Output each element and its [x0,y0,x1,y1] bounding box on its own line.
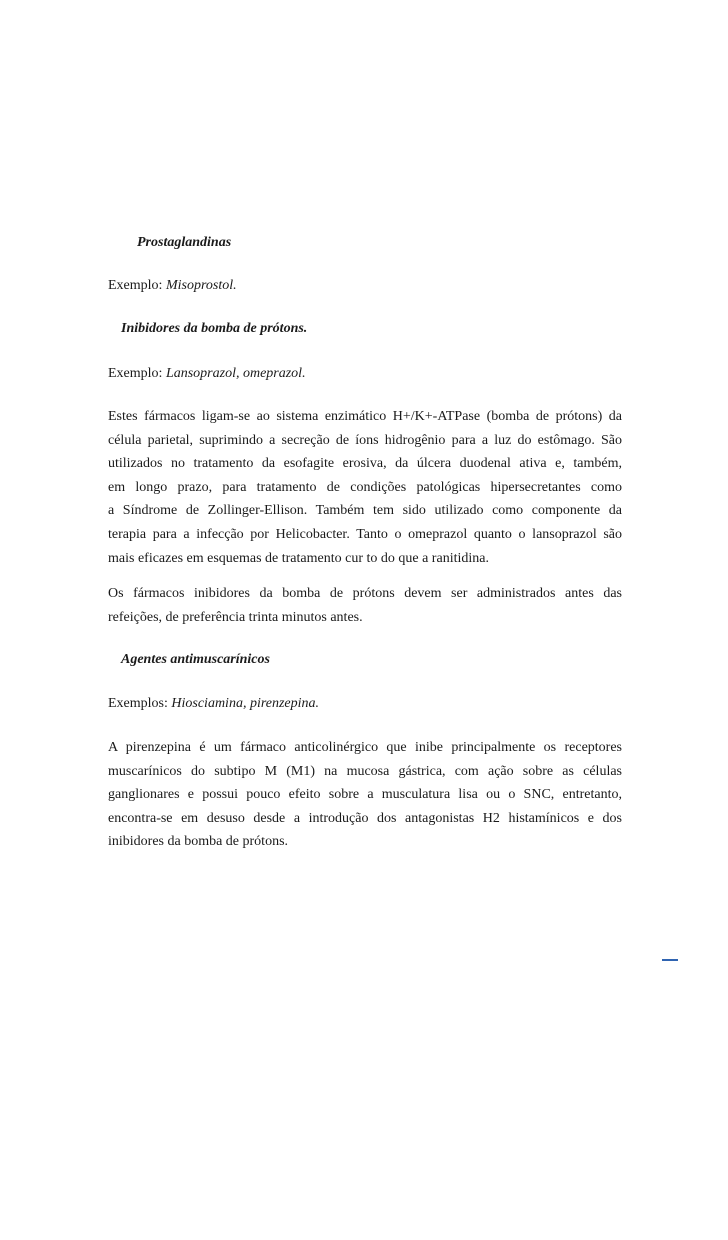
paragraph-line: Os fármacos inibidores da bomba de prótons devem ser administrados antes das [108,586,622,601]
example-label: Exemplo: [108,278,166,293]
paragraph-line: utilizados no tratamento da esofagite erosiva, da úlcera duodenal ativa e, também, [108,456,622,472]
page-corner-mark [662,959,678,961]
paragraph-line: refeições, de preferência trinta minutos antes. [108,609,363,625]
example-label: Exemplos: [108,696,172,711]
example-prostaglandinas [108,276,622,296]
paragraph-line: inibidores da bomba de prótons. [108,834,289,850]
paragraph-line: terapia para a infecção por Helicobacter. Tanto o omeprazol quanto o lansoprazol são [108,526,622,542]
paragraph-line: mais eficazes em esquemas de tratamento cur to do que a ranitidina. [108,550,489,566]
heading-agentes-antimuscarinicos: Agentes antimuscarínicos [121,652,270,667]
example-inibidores [108,364,622,384]
heading-inibidores-bomba-protons: Inibidores da bomba de prótons. [121,321,308,336]
example-drugs: Lansoprazol, omeprazol. [165,366,306,381]
paragraph-line: a Síndrome de Zollinger-Ellison. Também tem sido utilizado como componente da [108,503,622,519]
paragraph-line: Estes fármacos ligam-se ao sistema enzimático H+/K+-ATPase (bomba de prótons) da [108,409,622,424]
paragraph-line: ganglionares e possui pouco efeito sobre a musculatura lisa ou o SNC, entretanto, [108,787,622,803]
paragraph-pirenzepina [108,736,622,854]
paragraph-line: A pirenzepina é um fármaco anticolinérgico que inibe principalmente os receptores [108,740,622,755]
example-drugs: Misoprostol. [165,278,237,293]
paragraph-administracao-ipp [108,582,622,629]
heading-prostaglandinas: Prostaglandinas [137,235,232,250]
example-label: Exemplo: [108,366,166,381]
example-antimuscarinicos [108,694,622,714]
paragraph-line: encontra-se em desuso desde a introdução dos antagonistas H2 histamínicos e dos [108,810,622,826]
paragraph-line: em longo prazo, para tratamento de condições patológicas hipersecretantes como [108,479,622,495]
example-drugs: Hiosciamina, pirenzepina. [171,696,320,711]
paragraph-line: célula parietal, suprimindo a secreção de íons hidrogênio para a luz do estômago. São [108,432,622,448]
paragraph-line: muscarínicos do subtipo M (M1) na mucosa gástrica, com ação sobre as células [108,763,622,779]
paragraph-mecanismo-ipp [108,405,622,570]
